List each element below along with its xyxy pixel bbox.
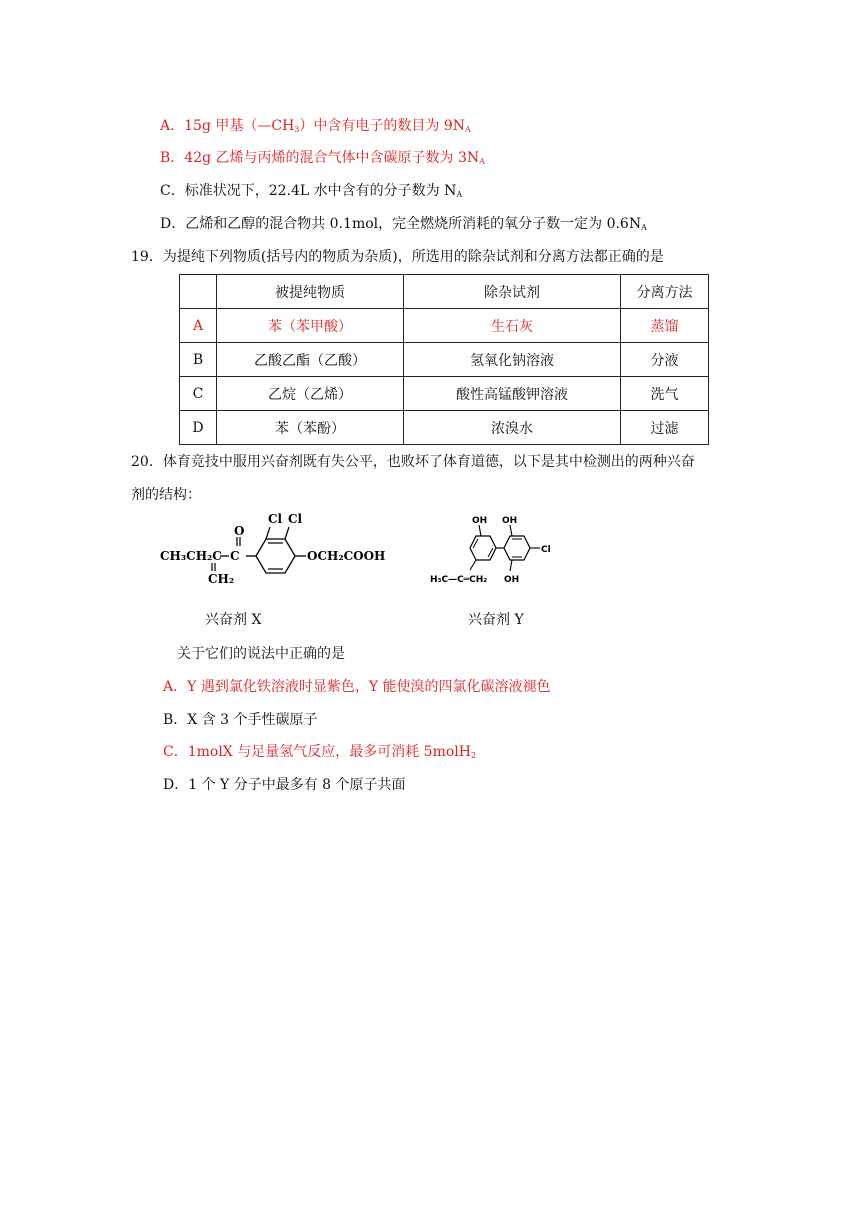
table-header-cell: 分离方法: [621, 275, 709, 309]
table-row: [180, 411, 709, 445]
q20-question: 关于它们的说法中正确的是: [177, 646, 345, 662]
x-carbonyl-carbon: C: [230, 549, 240, 563]
table-cell: 洗气: [621, 377, 709, 411]
table-header-cell: [180, 275, 217, 309]
q18-option-a: A．15g 甲基$(—CH_3)$中含有电子的数目为 $9N_A$: [160, 118, 471, 134]
table-cell: 乙烷（乙烯）: [217, 377, 404, 411]
table-row: [180, 309, 709, 343]
y-oh-2: OH: [502, 516, 518, 526]
y-cl: Cl: [541, 545, 551, 555]
table-header-cell: 除杂试剂: [404, 275, 621, 309]
x-left-chain: CH₃CH₂C: [160, 549, 222, 563]
table-row: [180, 343, 709, 377]
table-cell: 苯（苯酚）: [217, 411, 404, 445]
q20-option-a: A．Y 遇到氯化铁溶液时显紫色，Y 能使溴的四氯化碳溶液褪色: [163, 679, 551, 695]
q18-option-c: C．标准状况下，22.4L 水中含有的分子数为 $N_A$: [160, 183, 463, 199]
q20-option-b: B．X 含 3 个手性碳原子: [163, 712, 318, 728]
table-cell: C: [180, 377, 217, 411]
table-header-row: [180, 275, 709, 309]
x-cl-2: Cl: [288, 512, 303, 526]
x-cl-1: Cl: [268, 512, 283, 526]
y-oh-1: OH: [472, 516, 488, 526]
y-oh-3: OH: [504, 575, 520, 585]
table-cell: B: [180, 343, 217, 377]
x-right-chain: OCH₂COOH: [307, 549, 386, 563]
table-cell: D: [180, 411, 217, 445]
table-cell: A: [180, 309, 217, 343]
table-cell: 酸性高锰酸钾溶液: [404, 377, 621, 411]
table-cell: 生石灰: [404, 309, 621, 343]
table-cell: 乙酸乙酯（乙酸）: [217, 343, 404, 377]
structure-y-diagram: [428, 508, 590, 588]
y-isopropenyl: H₃C—C═CH₂: [430, 575, 488, 585]
table-row: [180, 377, 709, 411]
table-cell: 分液: [621, 343, 709, 377]
q19-stem: 19．为提纯下列物质(括号内的物质为杂质)，所选用的除杂试剂和分离方法都正确的是: [131, 249, 664, 265]
structure-x-label: 兴奋剂 X: [205, 612, 262, 628]
x-ch2: CH₂: [208, 572, 235, 586]
q20-option-d: D．1 个 Y 分子中最多有 8 个原子共面: [163, 777, 406, 793]
q20-stem-line1: 20．体育竞技中服用兴奋剂既有失公平，也败坏了体育道德，以下是其中检测出的两种兴奋: [131, 454, 695, 470]
structure-x-diagram: [158, 508, 398, 592]
x-oxygen: O: [234, 524, 245, 538]
q20-option-c: C．1molX 与足量氢气反应，最多可消耗 5molH$_2$: [163, 744, 477, 760]
structure-y-label: 兴奋剂 Y: [468, 612, 524, 628]
table-cell: 苯（苯甲酸）: [217, 309, 404, 343]
q20-stem-line2: 剂的结构：: [131, 487, 201, 503]
table-header-cell: 被提纯物质: [217, 275, 404, 309]
q18-option-b: B．42g 乙烯与丙烯的混合气体中含碳原子数为 $3N_A$: [160, 150, 485, 166]
table-cell: 氢氧化钠溶液: [404, 343, 621, 377]
q18-option-d: D．乙烯和乙醇的混合物共 0.1mol，完全燃烧所消耗的氧分子数一定为 $0.6N_A$: [160, 216, 647, 232]
table-cell: 过滤: [621, 411, 709, 445]
q19-table: [179, 274, 709, 445]
table-cell: 蒸馏: [621, 309, 709, 343]
table-cell: 浓溴水: [404, 411, 621, 445]
